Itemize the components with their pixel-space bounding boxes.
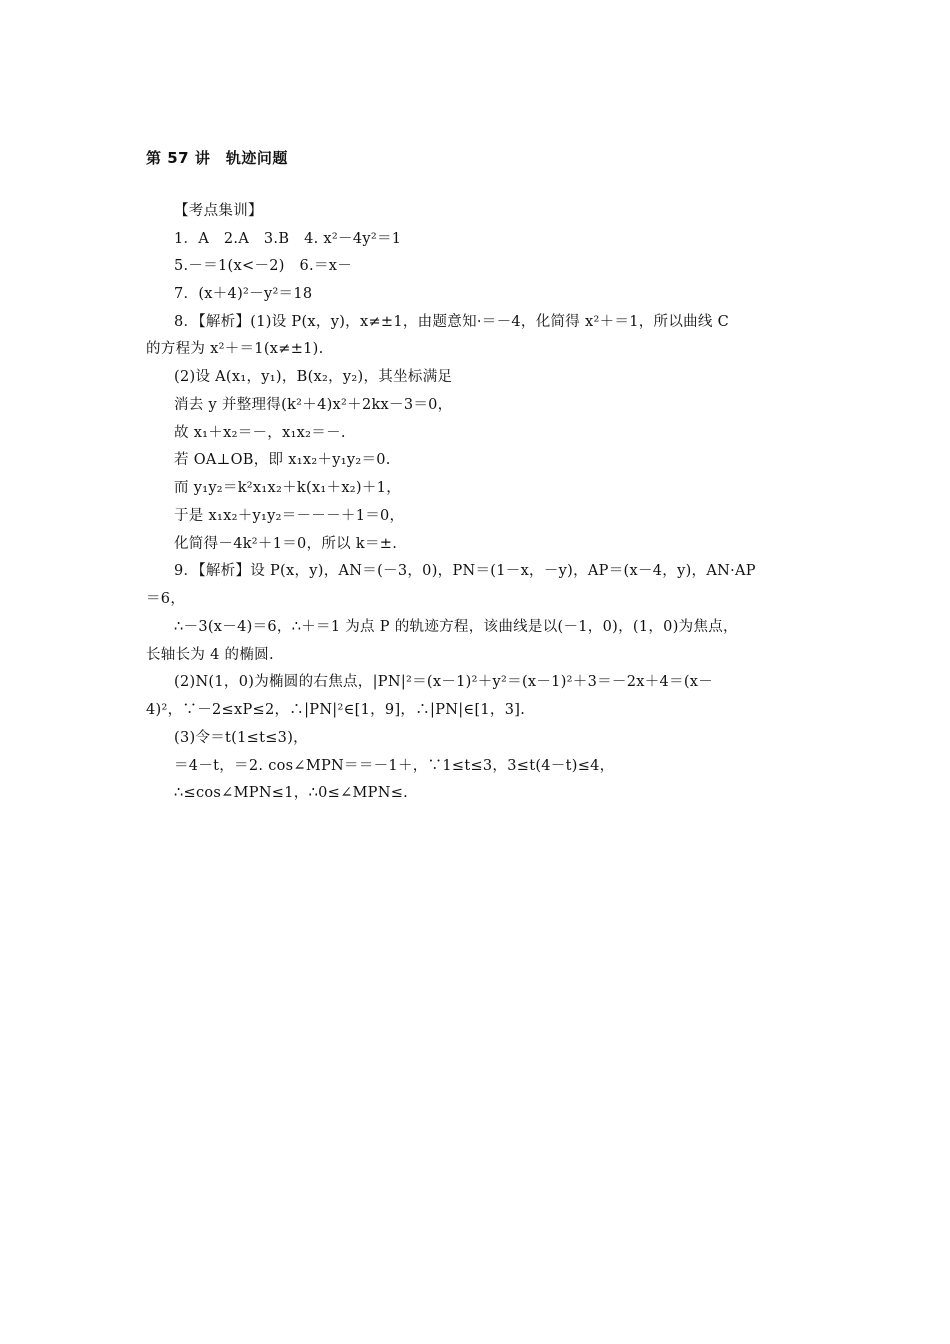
q8-line-8: 于是 x₁x₂＋y₁y₂＝－－－＋1＝0， [174,508,405,524]
q9-line-7: (3)令＝t(1≤t≤3)， [174,730,308,746]
q9-line-2: ＝6， [146,591,186,607]
q9-line-5: (2)N(1，0)为椭圆的右焦点，|PN|²＝(x－1)²＋y²＝(x－1)²＋3＝－2x＋4＝(x－ [174,674,714,690]
q9-line-9: ∴≤cos∠MPN≤1，∴0≤∠MPN≤. [174,785,409,801]
answer-line-7: 7．(x＋4)²－y²＝18 [174,286,313,302]
q8-line-6: 若 OA⊥OB，即 x₁x₂＋y₁y₂＝0. [174,452,391,468]
page-title: 第 57 讲 轨迹问题 [146,149,288,167]
q9-line-1: 9．【解析】设 P(x，y)，AN＝(－3，0)，PN＝(1－x，－y)，AP＝(x－4，y)，AN·AP [174,563,756,579]
q8-line-7: 而 y₁y₂＝k²x₁x₂＋k(x₁＋x₂)＋1， [174,480,402,496]
q9-line-6: 4)²，∵－2≤xP≤2，∴|PN|²∈[1，9]，∴|PN|∈[1，3]. [146,702,526,718]
q8-line-1: 8．【解析】(1)设 P(x，y)，x≠±1，由题意知·＝－4，化简得 x²＋＝1，所以曲线 C [174,314,730,330]
q8-line-3: (2)设 A(x₁，y₁)，B(x₂，y₂)，其坐标满足 [174,369,453,385]
q9-line-8: ＝4－t，＝2. cos∠MPN＝＝－1＋，∵1≤t≤3，3≤t(4－t)≤4， [174,758,615,774]
q8-line-2: 的方程为 x²＋＝1(x≠±1). [146,341,324,357]
section-heading: 【考点集训】 [174,203,263,219]
q8-line-4: 消去 y 并整理得(k²＋4)x²＋2kx－3＝0， [174,397,453,413]
q9-line-3: ∴－3(x－4)＝6，∴＋＝1 为点 P 的轨迹方程，该曲线是以(－1，0)，(1，0)为焦点， [174,619,738,635]
answer-line-1-4: 1．A 2.A 3.B 4. x²－4y²＝1 [174,231,402,247]
answer-line-5-6: 5.－＝1(x<－2) 6.＝x－ [174,258,353,274]
q9-line-4: 长轴长为 4 的椭圆. [146,647,274,663]
q8-line-5: 故 x₁＋x₂＝－，x₁x₂＝－. [174,425,346,441]
q8-line-9: 化简得－4k²＋1＝0，所以 k＝±. [174,536,398,552]
